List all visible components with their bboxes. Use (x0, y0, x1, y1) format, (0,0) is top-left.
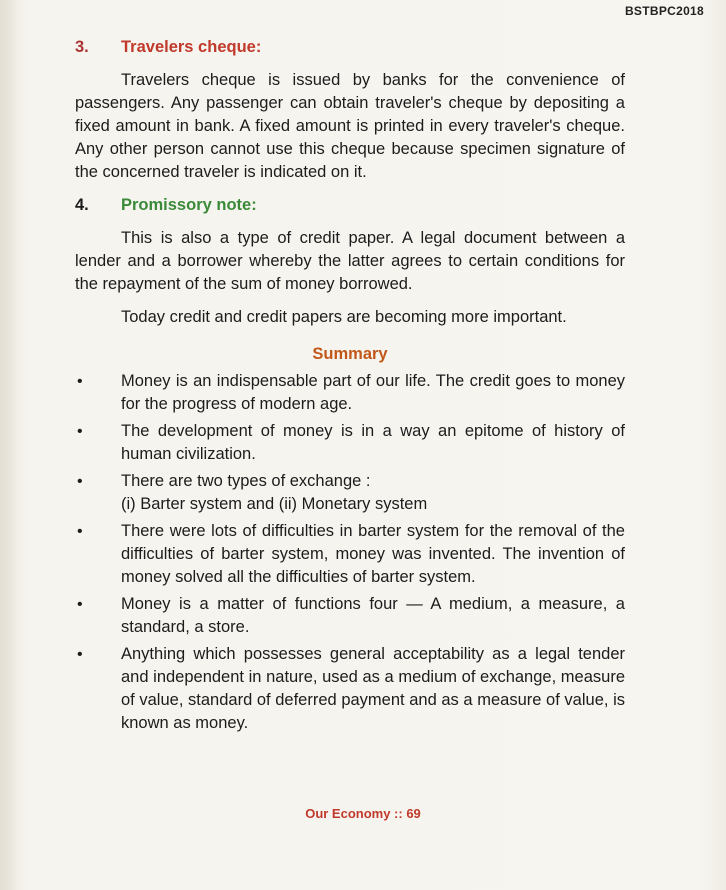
bullet-text: There were lots of difficulties in barter system for the removal of the difficulties of barter system, money was invented. The invention of money solved all the difficulties of barter system. (121, 522, 625, 586)
section-title: Travelers cheque: (121, 38, 262, 56)
bullet-icon: • (77, 646, 83, 663)
closing-line: Today credit and credit papers are becoming more important. (121, 308, 567, 326)
bullet-text: There are two types of exchange : (121, 472, 371, 490)
page-fold-shadow (0, 0, 18, 890)
summary-list (75, 370, 625, 735)
bullet-text: Money is an indispensable part of our life. The credit goes to money for the progress of modern age. (121, 372, 625, 413)
book-code: BSTBPC2018 (624, 4, 704, 18)
section-number: 3. (75, 38, 89, 56)
bullet-text: Anything which possesses general acceptability as a legal tender and independent in nature, used as a medium of exchange, measure of value, standard of deferred payment and as a measure of value, is known as money. (121, 645, 625, 732)
bullet-text: Money is a matter of functions four — A medium, a measure, a standard, a store. (121, 595, 625, 636)
bullet-icon: • (77, 473, 83, 490)
summary-bullet (75, 593, 625, 639)
bullet-icon: • (77, 373, 83, 390)
summary-title: Summary (312, 345, 388, 363)
section-heading-travelers-cheque (75, 36, 625, 59)
summary-bullet (75, 520, 625, 589)
bullet-icon: • (77, 523, 83, 540)
summary-bullet (75, 643, 625, 735)
summary-bullet (75, 420, 625, 466)
travelers-cheque-paragraph: Travelers cheque is issued by banks for the convenience of passengers. Any passenger can obtain traveler's cheque by depositing a fixed amount in bank. A fixed amount is printed in every traveler's cheque. Any other person cannot use this cheque because specimen signature of the concerned traveler is indicated on it. (75, 71, 625, 181)
promissory-note-paragraph: This is also a type of credit paper. A legal document between a lender and a borrower whereby the latter agrees to certain conditions for the repayment of the sum of money borrowed. (75, 229, 625, 293)
summary-bullet (75, 470, 625, 516)
page-content (75, 36, 625, 739)
page-footer: Our Economy :: 69 (305, 806, 421, 821)
section-number: 4. (75, 196, 89, 214)
bullet-icon: • (77, 423, 83, 440)
bullet-icon: • (77, 596, 83, 613)
section-heading-promissory-note (75, 194, 625, 217)
section-title: Promissory note: (121, 196, 257, 214)
bullet-text: The development of money is in a way an epitome of history of human civilization. (121, 422, 625, 463)
exchange-types: (i) Barter system and (ii) Monetary system (121, 495, 428, 513)
summary-bullet (75, 370, 625, 416)
